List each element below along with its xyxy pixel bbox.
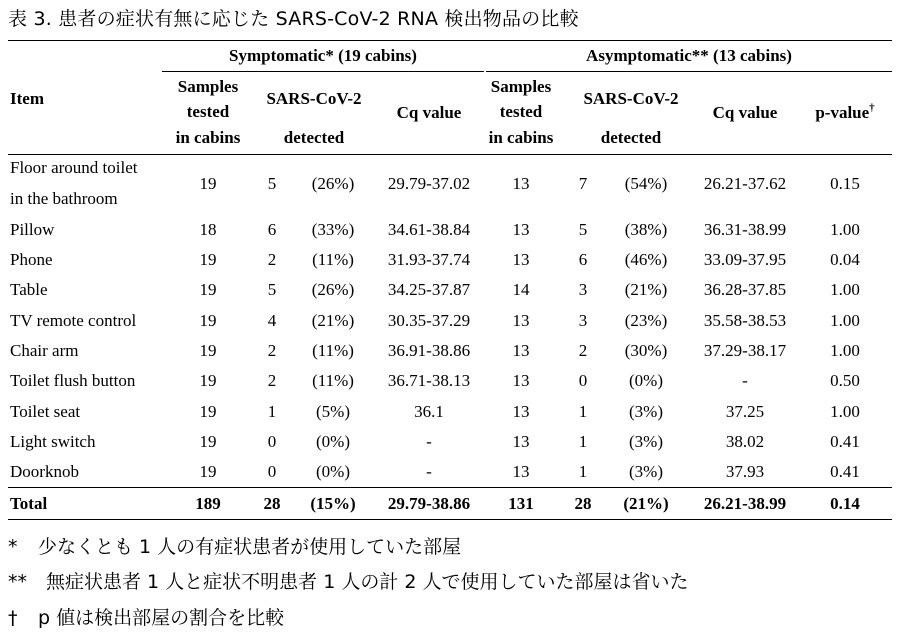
asym-samples: 14 [512, 280, 530, 299]
asym-detected: 1 [578, 432, 588, 451]
detected-header-line1: SARS-CoV-2 [583, 89, 679, 108]
samples-header-line2: tested [186, 102, 230, 121]
asym-samples: 13 [512, 371, 530, 390]
asym-cq: 35.58-38.53 [703, 311, 787, 330]
sym-samples: 18 [199, 220, 217, 239]
samples-header-line3: in cabins [488, 128, 554, 147]
sym-percent: (26%) [311, 280, 355, 299]
asym-samples: 13 [512, 402, 530, 421]
sym-samples: 19 [199, 174, 217, 193]
sym-cq: 30.35-37.29 [387, 311, 471, 330]
sym-samples: 19 [199, 462, 217, 481]
item-label: Doorknob [10, 462, 79, 481]
total-sym-detected: 28 [263, 494, 281, 513]
p-value: 0.04 [830, 250, 860, 269]
asym-samples: 13 [512, 462, 530, 481]
asym-cq: 37.25 [725, 402, 765, 421]
p-value: 1.00 [830, 341, 860, 360]
sym-samples: 19 [199, 371, 217, 390]
asym-percent: (21%) [624, 280, 668, 299]
p-value: 0.41 [830, 462, 860, 481]
total-asym-percent: (21%) [623, 494, 669, 513]
samples-header-line1: Samples [490, 77, 552, 96]
sym-percent: (11%) [312, 250, 354, 269]
sym-detected: 5 [267, 174, 277, 193]
total-label: Total [10, 494, 48, 513]
asymptomatic-group-header: Asymptomatic** (13 cabins) [586, 46, 792, 65]
asym-cq: 26.21-37.62 [703, 174, 787, 193]
sym-cq: 36.91-38.86 [387, 341, 471, 360]
p-value: 1.00 [830, 280, 860, 299]
asym-samples: 13 [512, 250, 530, 269]
footnote-mark: * [8, 536, 18, 558]
item-label: Chair arm [10, 341, 79, 360]
sym-detected: 0 [267, 432, 277, 451]
sym-cq: 29.79-37.02 [387, 174, 471, 193]
asym-samples: 13 [512, 341, 530, 360]
item-label: Phone [10, 250, 53, 269]
asym-cq: 33.09-37.95 [703, 250, 787, 269]
sym-cq: 31.93-37.74 [387, 250, 471, 269]
symptomatic-cq-header: Cq value [396, 103, 462, 122]
asymptomatic-group-rule [486, 71, 892, 72]
samples-header-line2: tested [499, 102, 543, 121]
sym-samples: 19 [199, 402, 217, 421]
sym-cq: 34.61-38.84 [387, 220, 471, 239]
sym-samples: 19 [199, 341, 217, 360]
asym-percent: (3%) [629, 432, 663, 451]
pvalue-header [800, 100, 890, 125]
asym-percent: (0%) [629, 371, 663, 390]
samples-header-line3: in cabins [175, 128, 241, 147]
pvalue-header-label: p-value [815, 103, 870, 122]
asym-detected: 6 [578, 250, 588, 269]
sym-detected: 0 [267, 462, 277, 481]
sym-percent: (0%) [316, 462, 350, 481]
asym-detected: 5 [578, 220, 588, 239]
asym-percent: (46%) [624, 250, 668, 269]
item-label-line2: in the bathroom [10, 189, 118, 208]
sym-samples: 19 [199, 432, 217, 451]
item-label: Toilet flush button [10, 371, 136, 390]
footnote [8, 532, 461, 559]
footnote-text: 少なくとも 1 人の有症状患者が使用していた部屋 [38, 536, 462, 558]
footnote-text: p 値は検出部屋の割合を比較 [38, 607, 285, 629]
detected-header-line1: SARS-CoV-2 [266, 89, 362, 108]
total-asym-detected: 28 [574, 494, 592, 513]
samples-header-line1: Samples [177, 77, 239, 96]
sym-samples: 19 [199, 250, 217, 269]
p-value: 1.00 [830, 402, 860, 421]
asym-samples: 13 [512, 174, 530, 193]
table-bottom-rule [8, 519, 892, 520]
asym-detected: 3 [578, 311, 588, 330]
asym-detected: 1 [578, 462, 588, 481]
item-label: Light switch [10, 432, 96, 451]
asym-cq: - [742, 371, 748, 390]
asym-percent: (54%) [624, 174, 668, 193]
sym-samples: 19 [199, 311, 217, 330]
table-top-rule [8, 40, 892, 41]
sym-percent: (33%) [311, 220, 355, 239]
sym-detected: 1 [267, 402, 277, 421]
sym-percent: (11%) [312, 371, 354, 390]
total-sym-percent: (15%) [310, 494, 356, 513]
total-asym-samples: 131 [508, 494, 534, 513]
sym-percent: (0%) [316, 432, 350, 451]
sym-detected: 2 [267, 341, 277, 360]
sym-percent: (26%) [311, 174, 355, 193]
sym-cq: - [426, 432, 432, 451]
asym-percent: (38%) [624, 220, 668, 239]
p-value: 0.15 [830, 174, 860, 193]
footnote-mark: † [8, 607, 18, 629]
sym-cq: 34.25-37.87 [387, 280, 471, 299]
asym-cq: 36.28-37.85 [703, 280, 787, 299]
total-top-rule [8, 487, 892, 488]
p-value: 0.50 [830, 371, 860, 390]
sym-cq: - [426, 462, 432, 481]
item-label: Floor around toilet [10, 158, 138, 177]
footnote-mark: ** [8, 571, 27, 593]
total-asym-cq: 26.21-38.99 [703, 494, 787, 513]
asym-cq: 38.02 [725, 432, 765, 451]
sym-detected: 5 [267, 280, 277, 299]
asym-samples: 13 [512, 220, 530, 239]
asymptomatic-cq-header: Cq value [712, 103, 778, 122]
footnote [8, 567, 689, 594]
p-value: 1.00 [830, 220, 860, 239]
item-label: Pillow [10, 220, 55, 239]
asym-percent: (30%) [624, 341, 668, 360]
asym-samples: 13 [512, 432, 530, 451]
item-column-header: Item [10, 89, 44, 108]
asym-detected: 1 [578, 402, 588, 421]
sym-cq: 36.71-38.13 [387, 371, 471, 390]
sym-percent: (11%) [312, 341, 354, 360]
asym-percent: (23%) [624, 311, 668, 330]
item-label: TV remote control [10, 311, 137, 330]
total-sym-cq: 29.79-38.86 [387, 494, 471, 513]
p-value: 0.41 [830, 432, 860, 451]
footnote [8, 603, 284, 630]
sym-detected: 2 [267, 371, 277, 390]
total-p-value: 0.14 [830, 494, 860, 513]
sym-percent: (5%) [316, 402, 350, 421]
sym-percent: (21%) [311, 311, 355, 330]
symptomatic-group-header: Symptomatic* (19 cabins) [229, 46, 417, 65]
asym-samples: 13 [512, 311, 530, 330]
asym-percent: (3%) [629, 402, 663, 421]
symptomatic-group-rule [162, 71, 484, 72]
table-caption: 表 3. 患者の症状有無に応じた SARS-CoV-2 RNA 検出物品の比較 [8, 8, 579, 30]
asym-detected: 2 [578, 341, 588, 360]
asym-percent: (3%) [629, 462, 663, 481]
detected-header-line2: detected [600, 128, 662, 147]
asym-cq: 37.93 [725, 462, 765, 481]
detected-header-line2: detected [283, 128, 345, 147]
total-sym-samples: 189 [195, 494, 221, 513]
header-bottom-rule [8, 154, 892, 155]
asym-cq: 36.31-38.99 [703, 220, 787, 239]
asym-detected: 3 [578, 280, 588, 299]
sym-cq: 36.1 [414, 402, 444, 421]
footnote-text: 無症状患者 1 人と症状不明患者 1 人の計 2 人で使用していた部屋は省いた [46, 571, 689, 593]
dagger-mark: † [869, 102, 875, 114]
sym-detected: 4 [267, 311, 277, 330]
sym-detected: 6 [267, 220, 277, 239]
sym-detected: 2 [267, 250, 277, 269]
item-label: Toilet seat [10, 402, 81, 421]
asym-detected: 7 [578, 174, 588, 193]
item-label: Table [10, 280, 48, 299]
p-value: 1.00 [830, 311, 860, 330]
asym-detected: 0 [578, 371, 588, 390]
sym-samples: 19 [199, 280, 217, 299]
asym-cq: 37.29-38.17 [703, 341, 787, 360]
